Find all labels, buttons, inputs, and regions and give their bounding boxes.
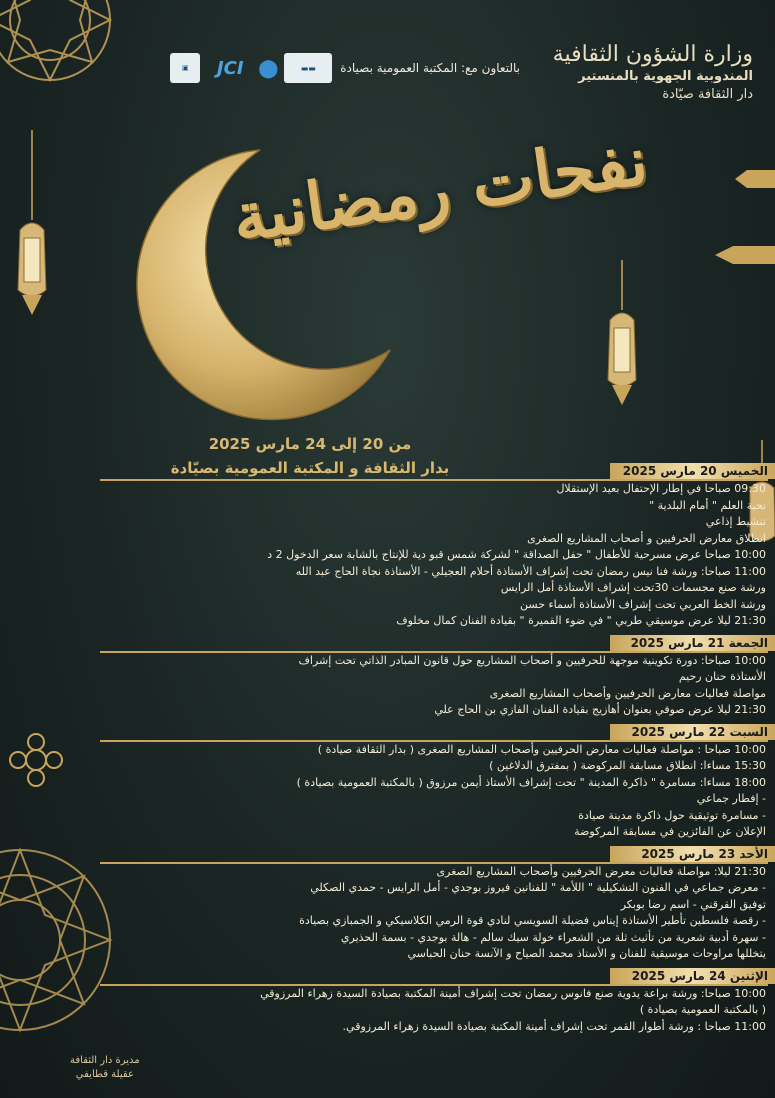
lantern-icon — [600, 260, 644, 420]
day-header: السبت 22 مارس 2025 — [610, 724, 775, 740]
program-line: ورشة الخط العربي تحت إشراف الأستاذة أسماء حسن — [520, 597, 766, 611]
program-line: ( بالمكتبة العمومية بصيادة ) — [639, 1003, 766, 1016]
culture-house: دار الثقافة صيّادة — [662, 87, 753, 102]
director-name: عقيلة قطايفي — [75, 1069, 134, 1080]
program-line: الأستاذة حنان رحيم — [678, 670, 766, 683]
program-line: - إفطار جماعي — [696, 792, 766, 805]
gold-arrow-band — [735, 170, 775, 188]
program-schedule — [100, 458, 768, 1035]
program-line: ورشة صنع مجسمات 30تحت إشراف الأستاذة أمل الرايس — [500, 581, 766, 594]
mandala-ornament-top — [0, 0, 160, 110]
event-title-block — [200, 121, 680, 257]
public-library-logo: ▬▬ — [284, 53, 332, 83]
program-line: 11:00 صباحا: ورشة فنا نيس رمضان تحت إشراف الأستاذة أحلام العجيلي - الأستاذة نجاة الحاج عبد الله — [295, 564, 766, 578]
day-header: الإثنين 24 مارس 2025 — [610, 968, 775, 984]
day-header-row — [100, 632, 768, 653]
program-line: 11:00 صباحا : ورشة أطوار القمر تحت إشراف أمينة المكتبة بصيادة السيدة زهراء المرزوقي. — [342, 1019, 766, 1033]
program-line: يتخللها مراوحات موسيقية للفنان و الأستاذ محمد الصياح و الآنسة حنان الحباسي — [407, 947, 766, 960]
day-header: الجمعة 21 مارس 2025 — [610, 635, 775, 651]
program-line: 15:30 مساءا: انطلاق مسابقة المركوضة ( بمفترق الدلاغين ) — [489, 759, 766, 772]
program-line: تحية العلم " أمام البلدية " — [649, 498, 766, 512]
flower-ornament — [6, 730, 66, 790]
program-line: مواصلة فعاليات معارض الحرفيين وأصحاب المشاريع الصغرى — [489, 686, 766, 700]
program-line: - رقصة فلسطين تأطير الأستاذة إيناس فضيلة السويسي لنادي قوة الرمي الكلاسيكي و الجمبازي بصيادة — [299, 914, 766, 927]
program-line: 21:30 ليلا عرض موسيقي طربي " في ضوء القميرة " بقيادة الفنان كمال مخلوف — [396, 614, 766, 627]
ministry-header — [523, 42, 753, 104]
day-header-row — [100, 460, 768, 481]
date-range: من 20 إلى 24 مارس 2025 — [208, 435, 412, 453]
day-header: الخميس 20 مارس 2025 — [610, 463, 775, 479]
day-header-row — [100, 965, 768, 986]
program-line: - مسامرة توثيقية حول ذاكرة مدينة صيادة — [578, 808, 766, 822]
program-line: 10:00 صباحا: دورة تكوينية موجهة للحرفيين و أصحاب المشاريع حول قانون المبادر الذاتي تحت إشراف — [298, 653, 766, 667]
venue: بدار الثقافة و المكتبة العمومية بصيّادة — [170, 459, 450, 477]
partner-logo: ▣ — [170, 53, 200, 83]
director-title: مديرة دار الثقافة — [70, 1055, 140, 1066]
day-header: الأحد 23 مارس 2025 — [610, 846, 775, 862]
regional-directorate: المندوبية الجهوية بالمنستير — [578, 69, 753, 84]
location-pin-icon: ⬤ — [258, 57, 279, 79]
lantern-icon — [10, 130, 54, 320]
event-title: نفحات رمضانية — [227, 121, 653, 257]
director-signature — [70, 1054, 140, 1082]
program-line: 10:00 صباحا : مواصلة فعاليات معارض الحرفيين وأصحاب المشاريع الصغرى ( بدار الثقافة صيادة ) — [317, 742, 766, 756]
program-line: انطلاق معارض الحرفيين و أصحاب المشاريع الصغرى — [527, 531, 766, 545]
program-line: - معرض جماعي في الفنون التشكيلية " اللأمة " للفنانين فيروز بوجدي - أمل الرايس - حمدي الصكلي — [310, 881, 766, 894]
program-line: - سهرة أدبية شعرية من تأثيث ثلة من الشعراء خولة سيك سالم - هالة بوجدي - بسمة الحذيري — [340, 930, 766, 944]
partners-text: بالتعاون مع: المكتبة العمومية بصيادة — [340, 61, 520, 75]
day-header-row — [100, 843, 768, 864]
jci-logo: JCI — [216, 57, 244, 79]
program-line: الإعلان عن الفائزين في مسابقة المركوضة — [574, 825, 766, 838]
program-line: 09:30 صباحا في إطار الإحتفال بعيد الإستقلال — [556, 482, 766, 495]
program-line: 18:00 مساءا: مسامرة " ذاكرة المدينة " تحت إشراف الأستاذ أيمن مرزوق ( بالمكتبة العمومية بصيادة ) — [296, 775, 766, 789]
day-header-row — [100, 721, 768, 742]
partners-bar — [140, 48, 520, 88]
program-line: توفيق القرقني - اسم رضا بوبكر — [620, 897, 766, 911]
ministry-name: وزارة الشؤون الثقافية — [552, 42, 753, 67]
program-line: تنشيط إذاعي — [705, 515, 766, 528]
program-line: 10:00 صباحا: ورشة براعة يدوية صنع فانوس رمضان تحت إشراف أمينة المكتبة بصيادة السيدة زهراء المرزوقي — [260, 986, 766, 1000]
program-line: 21:30 ليلا عرض صوفي بعنوان أهازيج بقيادة الفنان الفازي بن الحاج علي — [434, 703, 766, 716]
program-line: 21:30 ليلا: مواصلة فعاليات معرض الحرفيين وأصحاب المشاريع الصغرى — [436, 864, 766, 878]
program-line: 10:00 صباحا عرض مسرحية للأطفال " حفل الصداقة " لشركة شمس قبو دية للإنتاج بالشابة سعر الدخول 2 د — [267, 548, 766, 561]
gold-arrow-band — [715, 246, 775, 264]
